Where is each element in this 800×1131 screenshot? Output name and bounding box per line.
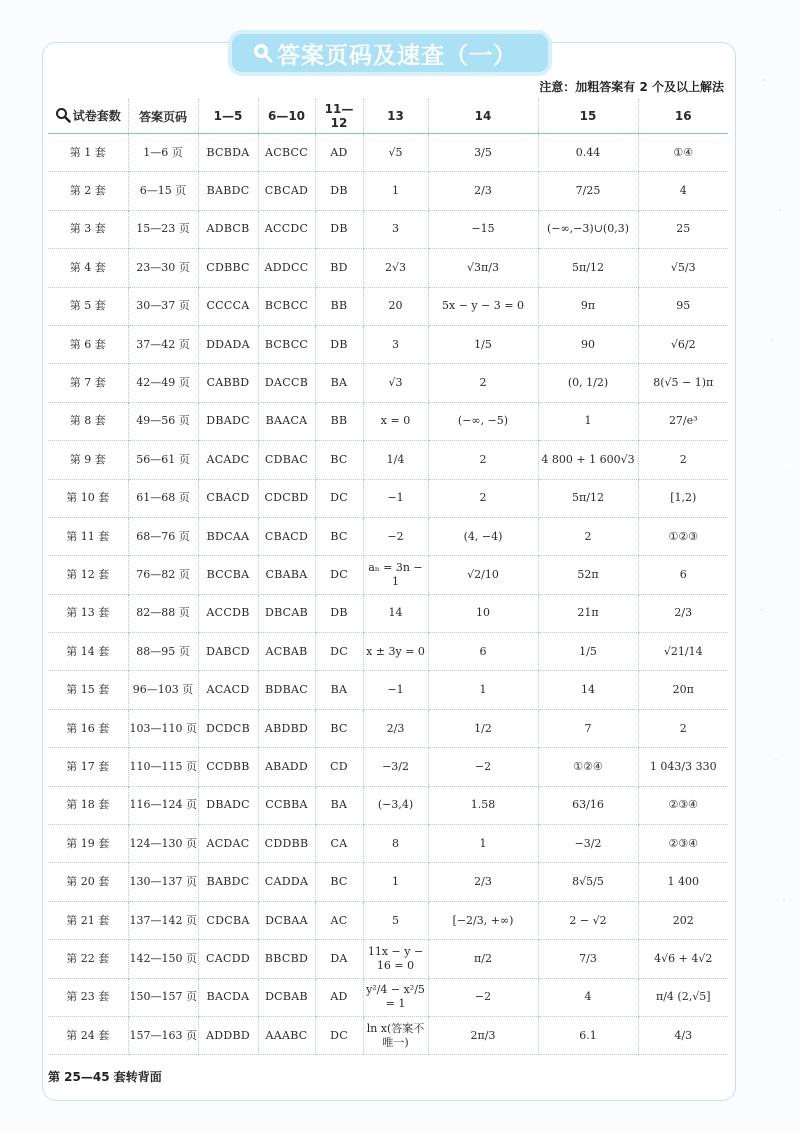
answer-cell: 90 [538,325,638,363]
answer-cell: −3/2 [538,825,638,863]
answer-cell: ②③④ [638,825,728,863]
answer-cell: 63/16 [538,786,638,824]
answer-cell: 20π [638,671,728,709]
footer-note: 第 25—45 套转背面 [48,1070,162,1084]
table-row [48,479,728,517]
answer-cell: 第 8 套 [48,402,128,440]
answer-cell: ACADC [198,441,258,479]
answer-cell: 第 1 套 [48,134,128,172]
answer-cell: 1.58 [428,786,538,824]
table-row [48,863,728,901]
answer-cell: 第 19 套 [48,825,128,863]
answer-cell: 11x − y − 16 = 0 [363,940,428,978]
answer-cell: 第 5 套 [48,287,128,325]
answer-cell: AD [315,978,363,1016]
answer-cell: −2 [428,748,538,786]
answer-cell: CADDA [258,863,315,901]
answer-cell: √5 [363,134,428,172]
answer-table [48,99,728,1055]
answer-cell: 4√6 + 4√2 [638,940,728,978]
answer-cell: √2/10 [428,556,538,594]
answer-cell: 6—15 页 [128,172,198,210]
answer-cell: 第 3 套 [48,210,128,248]
answer-cell: 4/3 [638,1016,728,1054]
answer-cell: CABBD [198,364,258,402]
answer-cell: DC [315,1016,363,1054]
answer-cell: 第 23 套 [48,978,128,1016]
answer-cell: BABDC [198,863,258,901]
answer-cell: 2 [538,517,638,555]
answer-cell: 15—23 页 [128,210,198,248]
answer-cell: 2 [638,709,728,747]
answer-cell: −1 [363,479,428,517]
answer-cell: 142—150 页 [128,940,198,978]
answer-cell: 14 [363,594,428,632]
answer-cell: ACCDC [258,210,315,248]
answer-cell: 8 [363,825,428,863]
answer-cell: 7/25 [538,172,638,210]
answer-cell: BC [315,863,363,901]
answer-cell: −2 [428,978,538,1016]
answer-cell: DBADC [198,402,258,440]
answer-cell: 4 [638,172,728,210]
answer-cell: 1 [428,825,538,863]
answer-cell: 1/2 [428,709,538,747]
answer-cell: BCBDA [198,134,258,172]
answer-cell: ①④ [638,134,728,172]
answer-cell: DCBAB [258,978,315,1016]
answer-cell: 2 [638,441,728,479]
column-header: 14 [428,99,538,134]
answer-cell: y²/4 − x²/5 = 1 [363,978,428,1016]
answer-cell: CBACD [198,479,258,517]
answer-cell: 5π/12 [538,249,638,287]
answer-cell: (0, 1/2) [538,364,638,402]
answer-cell: 第 9 套 [48,441,128,479]
answer-cell: 8√5/5 [538,863,638,901]
answer-cell: BD [315,249,363,287]
answer-cell: 3 [363,210,428,248]
answer-cell: 5π/12 [538,479,638,517]
answer-cell: BABDC [198,172,258,210]
answer-cell: −15 [428,210,538,248]
answer-cell: CDDBB [258,825,315,863]
answer-cell: 7/3 [538,940,638,978]
answer-cell: 1/5 [428,325,538,363]
column-header: 11—12 [315,99,363,134]
answer-cell: CA [315,825,363,863]
answer-cell: 2/3 [363,709,428,747]
answer-cell: CCBBA [258,786,315,824]
answer-cell: 8(√5 − 1)π [638,364,728,402]
answer-cell: DBADC [198,786,258,824]
answer-cell: 6 [638,556,728,594]
magnifier-icon [55,107,71,126]
answer-cell: 第 6 套 [48,325,128,363]
answer-cell: ACBCC [258,134,315,172]
answer-cell: CCDBB [198,748,258,786]
answer-cell: BB [315,287,363,325]
answer-cell: ln x(答案不唯一) [363,1016,428,1054]
answer-cell: 0.44 [538,134,638,172]
answer-cell: AAABC [258,1016,315,1054]
table-row [48,517,728,555]
answer-cell: DB [315,172,363,210]
answer-cell: 49—56 页 [128,402,198,440]
answer-cell: 2/3 [428,863,538,901]
answer-cell: DCBAA [258,901,315,939]
answer-cell: 23—30 页 [128,249,198,287]
answer-cell: (−3,4) [363,786,428,824]
column-header: 答案页码 [128,99,198,134]
answer-cell: AC [315,901,363,939]
answer-cell: −2 [363,517,428,555]
answer-cell: 95 [638,287,728,325]
answer-cell: CDCBA [198,901,258,939]
answer-cell: 4 800 + 1 600√3 [538,441,638,479]
answer-cell: CBCAD [258,172,315,210]
answer-cell: 157—163 页 [128,1016,198,1054]
answer-cell: 第 18 套 [48,786,128,824]
answer-cell: 116—124 页 [128,786,198,824]
answer-cell: 2 [428,364,538,402]
answer-cell: 2π/3 [428,1016,538,1054]
table-header-row [48,99,728,134]
answer-cell: 9π [538,287,638,325]
answer-cell: ACBAB [258,633,315,671]
answer-cell: ②③④ [638,786,728,824]
answer-cell: 68—76 页 [128,517,198,555]
answer-cell: √6/2 [638,325,728,363]
column-header: 1—5 [198,99,258,134]
table-row [48,633,728,671]
answer-cell: 1/5 [538,633,638,671]
answer-cell: 137—142 页 [128,901,198,939]
answer-cell: DC [315,556,363,594]
answer-cell: ADBCB [198,210,258,248]
column-header: 16 [638,99,728,134]
answer-cell: 96—103 页 [128,671,198,709]
answer-cell: 第 17 套 [48,748,128,786]
answer-cell: BA [315,364,363,402]
answer-cell: 30—37 页 [128,287,198,325]
answer-cell: BBCBD [258,940,315,978]
answer-cell: 150—157 页 [128,978,198,1016]
answer-cell: 第 11 套 [48,517,128,555]
answer-cell: BAACA [258,402,315,440]
answer-cell: 6.1 [538,1016,638,1054]
answer-cell: DB [315,210,363,248]
answer-cell: CBABA [258,556,315,594]
answer-cell: DCDCB [198,709,258,747]
answer-cell: (4, −4) [428,517,538,555]
answer-cell: 1 [363,863,428,901]
answer-cell: BDBAC [258,671,315,709]
column-header: 6—10 [258,99,315,134]
answer-cell: 第 12 套 [48,556,128,594]
table-row [48,364,728,402]
answer-cell: 第 7 套 [48,364,128,402]
answer-cell: 第 21 套 [48,901,128,939]
table-row [48,978,728,1016]
answer-cell: 4 [538,978,638,1016]
table-row [48,325,728,363]
answer-cell: ADDCC [258,249,315,287]
answer-cell: 第 10 套 [48,479,128,517]
answer-cell: 2 − √2 [538,901,638,939]
column-header [48,99,128,134]
table-row [48,134,728,172]
answer-cell: BC [315,441,363,479]
answer-cell: π/4 (2,√5] [638,978,728,1016]
column-header-label: 试卷套数 [72,108,121,123]
table-row [48,594,728,632]
answer-cell: 5 [363,901,428,939]
answer-cell: ACACD [198,671,258,709]
table-row [48,709,728,747]
answer-cell: 2√3 [363,249,428,287]
answer-cell: 3 [363,325,428,363]
answer-cell: 第 20 套 [48,863,128,901]
answer-cell: (−∞, −5) [428,402,538,440]
answer-cell: 2 [428,479,538,517]
answer-cell: 10 [428,594,538,632]
answer-cell: DB [315,325,363,363]
answer-cell: ACCDB [198,594,258,632]
answer-cell: BCBCC [258,325,315,363]
answer-cell: 110—115 页 [128,748,198,786]
answer-cell: 1 [428,671,538,709]
answer-cell: 124—130 页 [128,825,198,863]
answer-cell: 第 14 套 [48,633,128,671]
answer-cell: 37—42 页 [128,325,198,363]
answer-cell: 21π [538,594,638,632]
answer-cell: 2 [428,441,538,479]
answer-cell: CDBAC [258,441,315,479]
answer-cell: BCCBA [198,556,258,594]
answer-cell: aₙ = 3n − 1 [363,556,428,594]
answer-cell: CCCCA [198,287,258,325]
answer-cell: 82—88 页 [128,594,198,632]
answer-cell: ①②④ [538,748,638,786]
answer-cell: BC [315,517,363,555]
table-row [48,825,728,863]
answer-cell: 第 13 套 [48,594,128,632]
answer-cell: DDADA [198,325,258,363]
answer-cell: 7 [538,709,638,747]
answer-cell: DB [315,594,363,632]
table-row [48,287,728,325]
table-row [48,671,728,709]
column-header: 15 [538,99,638,134]
answer-cell: x = 0 [363,402,428,440]
table-row [48,441,728,479]
answer-cell: 3/5 [428,134,538,172]
table-row [48,901,728,939]
answer-cell: 第 4 套 [48,249,128,287]
answer-cell: 202 [638,901,728,939]
answer-cell: BC [315,709,363,747]
answer-cell: CBACD [258,517,315,555]
title-banner [232,34,548,72]
answer-cell: BACDA [198,978,258,1016]
answer-cell: 1/4 [363,441,428,479]
answer-cell: DC [315,479,363,517]
answer-cell: ①②③ [638,517,728,555]
answer-cell: 1—6 页 [128,134,198,172]
answer-cell: 第 22 套 [48,940,128,978]
page-title: 答案页码及速查（一） [277,42,517,69]
answer-cell: DC [315,633,363,671]
answer-cell: 14 [538,671,638,709]
answer-cell: 第 24 套 [48,1016,128,1054]
answer-cell: [1,2) [638,479,728,517]
answer-cell: π/2 [428,940,538,978]
table-row [48,556,728,594]
answer-cell: −1 [363,671,428,709]
answer-cell: 6 [428,633,538,671]
answer-cell: 76—82 页 [128,556,198,594]
answer-cell: 130—137 页 [128,863,198,901]
answer-cell: 5x − y − 3 = 0 [428,287,538,325]
answer-cell: √3 [363,364,428,402]
answer-cell: 61—68 页 [128,479,198,517]
answer-cell: BB [315,402,363,440]
answer-cell: ADDBD [198,1016,258,1054]
answer-cell: 88—95 页 [128,633,198,671]
answer-cell: ACDAC [198,825,258,863]
column-header: 13 [363,99,428,134]
answer-cell: DABCD [198,633,258,671]
answer-cell: DBCAB [258,594,315,632]
answer-cell: √3π/3 [428,249,538,287]
answer-cell: √5/3 [638,249,728,287]
answer-cell: 第 15 套 [48,671,128,709]
answer-cell: CACDD [198,940,258,978]
answer-cell: DACCB [258,364,315,402]
answer-cell: AD [315,134,363,172]
table-row [48,786,728,824]
bold-answer-note: 注意：加粗答案有 2 个及以上解法 [539,80,724,94]
table-row [48,172,728,210]
answer-cell: 2/3 [428,172,538,210]
answer-cell: BDCAA [198,517,258,555]
answer-cell: [−2/3, +∞) [428,901,538,939]
answer-cell: BA [315,671,363,709]
answer-cell: (−∞,−3)∪(0,3) [538,210,638,248]
table-row [48,748,728,786]
answer-cell: √21/14 [638,633,728,671]
answer-cell: 1 400 [638,863,728,901]
answer-cell: 2/3 [638,594,728,632]
answer-cell: 第 2 套 [48,172,128,210]
table-row [48,402,728,440]
scan-noise [754,0,794,1131]
table-row [48,249,728,287]
answer-cell: 1 [538,402,638,440]
answer-cell: BA [315,786,363,824]
answer-cell: DA [315,940,363,978]
answer-cell: ABADD [258,748,315,786]
answer-cell: CDCBD [258,479,315,517]
answer-cell: 第 16 套 [48,709,128,747]
answer-cell: 1 043/3 330 [638,748,728,786]
answer-cell: 25 [638,210,728,248]
answer-cell: 103—110 页 [128,709,198,747]
answer-cell: 52π [538,556,638,594]
answer-rows [48,134,728,1055]
answer-cell: x ± 3y = 0 [363,633,428,671]
table-row [48,940,728,978]
answer-cell: CDBBC [198,249,258,287]
search-icon [252,42,274,68]
answer-cell: ABDBD [258,709,315,747]
table-row [48,210,728,248]
table-row [48,1016,728,1054]
answer-cell: CD [315,748,363,786]
answer-cell: 56—61 页 [128,441,198,479]
answer-cell: 27/e³ [638,402,728,440]
answer-cell: 42—49 页 [128,364,198,402]
answer-cell: 1 [363,172,428,210]
answer-cell: 20 [363,287,428,325]
answer-cell: BCBCC [258,287,315,325]
answer-cell: −3/2 [363,748,428,786]
